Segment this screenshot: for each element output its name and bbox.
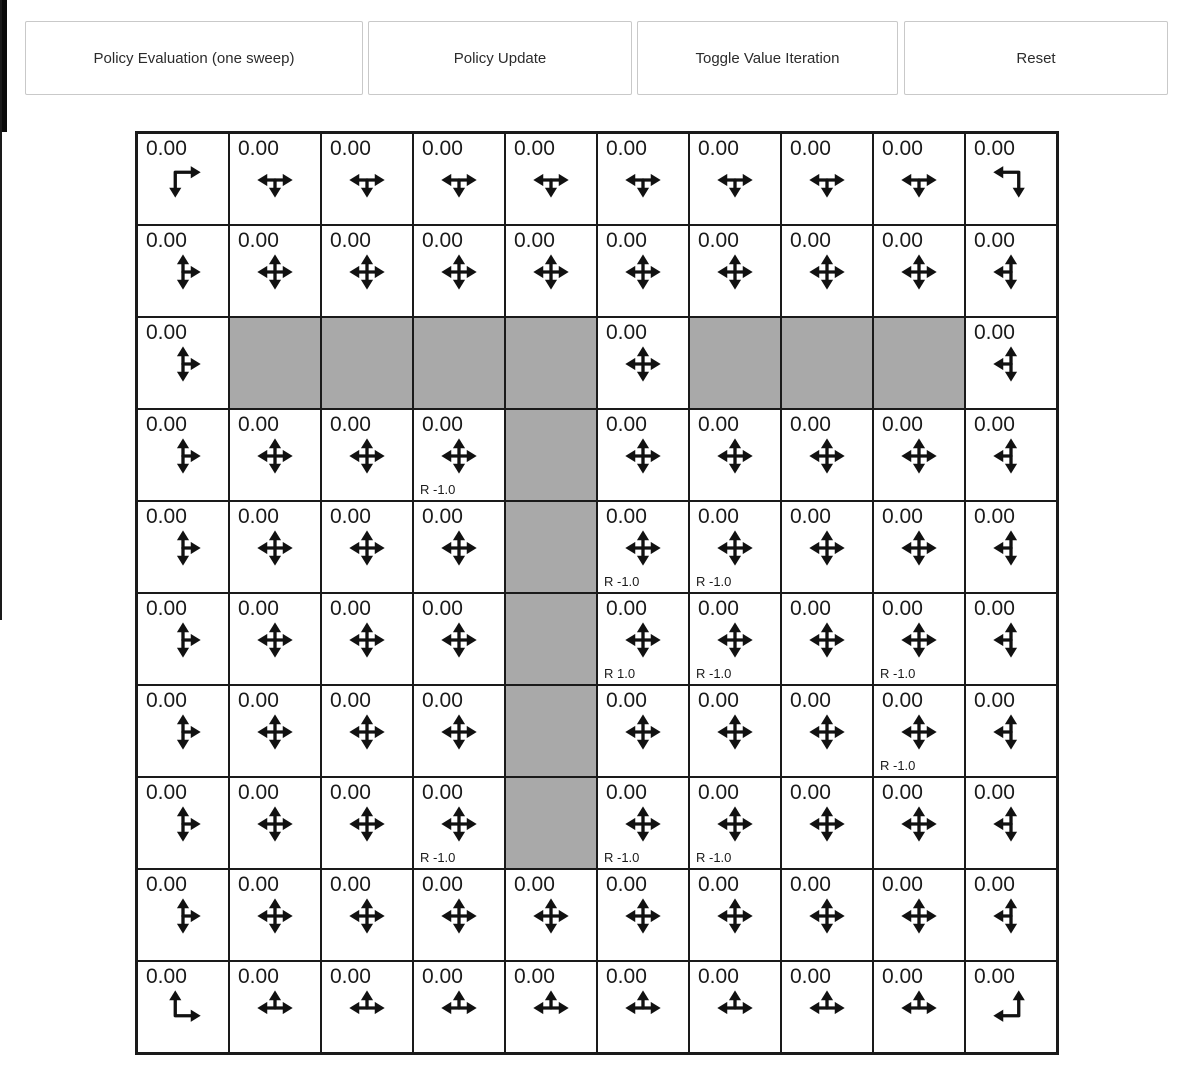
wall-cell bbox=[505, 409, 597, 501]
wall-cell bbox=[505, 501, 597, 593]
cell-value: 0.00 bbox=[330, 965, 371, 988]
cell-value: 0.00 bbox=[790, 413, 831, 436]
cell-reward: R -1.0 bbox=[880, 758, 916, 773]
grid-cell-r4c6[interactable] bbox=[689, 501, 781, 593]
cell-reward: R -1.0 bbox=[420, 850, 456, 865]
cell-value: 0.00 bbox=[974, 689, 1015, 712]
grid-cell-r9c6[interactable] bbox=[689, 961, 781, 1053]
grid-cell-r3c6[interactable] bbox=[689, 409, 781, 501]
cell-value: 0.00 bbox=[606, 689, 647, 712]
cell-value: 0.00 bbox=[790, 689, 831, 712]
policy-arrows-icon bbox=[714, 159, 756, 201]
policy-arrows-icon bbox=[162, 803, 204, 845]
policy-arrows-icon bbox=[714, 527, 756, 569]
wall-cell bbox=[873, 317, 965, 409]
policy-evaluation-button[interactable]: Policy Evaluation (one sweep) bbox=[25, 21, 363, 95]
policy-arrows-icon bbox=[990, 987, 1032, 1029]
grid-cell-r6c6[interactable] bbox=[689, 685, 781, 777]
cell-value: 0.00 bbox=[790, 137, 831, 160]
grid-cell-r4c0[interactable] bbox=[137, 501, 229, 593]
policy-arrows-icon bbox=[438, 895, 480, 937]
policy-arrows-icon bbox=[806, 251, 848, 293]
grid-cell-r0c4[interactable] bbox=[505, 133, 597, 225]
grid-cell-r0c5[interactable] bbox=[597, 133, 689, 225]
wall-cell bbox=[505, 317, 597, 409]
cell-reward: R -1.0 bbox=[696, 666, 732, 681]
grid-cell-r4c9[interactable] bbox=[965, 501, 1057, 593]
grid-cell-r0c7[interactable] bbox=[781, 133, 873, 225]
grid-cell-r7c5[interactable] bbox=[597, 777, 689, 869]
cell-value: 0.00 bbox=[606, 505, 647, 528]
grid-cell-r5c2[interactable] bbox=[321, 593, 413, 685]
cell-value: 0.00 bbox=[698, 505, 739, 528]
cell-value: 0.00 bbox=[974, 781, 1015, 804]
grid-cell-r9c7[interactable] bbox=[781, 961, 873, 1053]
policy-arrows-icon bbox=[254, 435, 296, 477]
policy-arrows-icon bbox=[254, 895, 296, 937]
cell-value: 0.00 bbox=[974, 413, 1015, 436]
policy-arrows-icon bbox=[990, 619, 1032, 661]
policy-arrows-icon bbox=[898, 527, 940, 569]
policy-arrows-icon bbox=[530, 895, 572, 937]
cell-value: 0.00 bbox=[146, 781, 187, 804]
grid-cell-r1c7[interactable] bbox=[781, 225, 873, 317]
grid-cell-r1c9[interactable] bbox=[965, 225, 1057, 317]
grid-cell-r8c2[interactable] bbox=[321, 869, 413, 961]
policy-arrows-icon bbox=[898, 435, 940, 477]
cell-value: 0.00 bbox=[790, 229, 831, 252]
policy-arrows-icon bbox=[622, 343, 664, 385]
cell-value: 0.00 bbox=[514, 965, 555, 988]
cell-value: 0.00 bbox=[330, 873, 371, 896]
grid-cell-r8c8[interactable] bbox=[873, 869, 965, 961]
policy-arrows-icon bbox=[438, 435, 480, 477]
grid-cell-r8c3[interactable] bbox=[413, 869, 505, 961]
policy-arrows-icon bbox=[990, 343, 1032, 385]
grid-cell-r8c1[interactable] bbox=[229, 869, 321, 961]
cell-value: 0.00 bbox=[422, 873, 463, 896]
grid-cell-r0c0[interactable] bbox=[137, 133, 229, 225]
grid-cell-r3c0[interactable] bbox=[137, 409, 229, 501]
grid-cell-r1c4[interactable] bbox=[505, 225, 597, 317]
cell-value: 0.00 bbox=[146, 505, 187, 528]
wall-cell bbox=[505, 593, 597, 685]
policy-arrows-icon bbox=[254, 527, 296, 569]
policy-arrows-icon bbox=[806, 159, 848, 201]
policy-arrows-icon bbox=[990, 251, 1032, 293]
grid-cell-r6c8[interactable] bbox=[873, 685, 965, 777]
cell-value: 0.00 bbox=[974, 137, 1015, 160]
cell-reward: R -1.0 bbox=[420, 482, 456, 497]
grid-cell-r4c3[interactable] bbox=[413, 501, 505, 593]
cell-value: 0.00 bbox=[330, 505, 371, 528]
grid-cell-r5c5[interactable] bbox=[597, 593, 689, 685]
grid-cell-r1c3[interactable] bbox=[413, 225, 505, 317]
cell-value: 0.00 bbox=[882, 597, 923, 620]
cell-value: 0.00 bbox=[882, 873, 923, 896]
grid-cell-r0c1[interactable] bbox=[229, 133, 321, 225]
grid-cell-r5c9[interactable] bbox=[965, 593, 1057, 685]
wall-cell bbox=[413, 317, 505, 409]
policy-arrows-icon bbox=[346, 159, 388, 201]
grid-cell-r6c2[interactable] bbox=[321, 685, 413, 777]
cell-value: 0.00 bbox=[882, 689, 923, 712]
cell-value: 0.00 bbox=[238, 413, 279, 436]
cell-value: 0.00 bbox=[698, 597, 739, 620]
cell-value: 0.00 bbox=[422, 781, 463, 804]
cell-value: 0.00 bbox=[146, 689, 187, 712]
cell-value: 0.00 bbox=[790, 505, 831, 528]
grid-cell-r0c2[interactable] bbox=[321, 133, 413, 225]
policy-arrows-icon bbox=[346, 711, 388, 753]
grid-cell-r6c3[interactable] bbox=[413, 685, 505, 777]
cell-reward: R -1.0 bbox=[696, 850, 732, 865]
cell-value: 0.00 bbox=[698, 781, 739, 804]
policy-arrows-icon bbox=[714, 619, 756, 661]
grid-cell-r5c1[interactable] bbox=[229, 593, 321, 685]
policy-arrows-icon bbox=[714, 895, 756, 937]
grid-cell-r8c6[interactable] bbox=[689, 869, 781, 961]
policy-arrows-icon bbox=[162, 527, 204, 569]
cell-value: 0.00 bbox=[422, 965, 463, 988]
policy-arrows-icon bbox=[806, 987, 848, 1029]
policy-arrows-icon bbox=[438, 251, 480, 293]
cell-value: 0.00 bbox=[606, 597, 647, 620]
toolbar bbox=[25, 21, 1168, 95]
policy-arrows-icon bbox=[346, 619, 388, 661]
policy-arrows-icon bbox=[622, 527, 664, 569]
cell-value: 0.00 bbox=[974, 229, 1015, 252]
cell-value: 0.00 bbox=[238, 597, 279, 620]
cell-value: 0.00 bbox=[422, 413, 463, 436]
cell-value: 0.00 bbox=[882, 965, 923, 988]
cell-value: 0.00 bbox=[698, 137, 739, 160]
policy-arrows-icon bbox=[898, 987, 940, 1029]
policy-arrows-icon bbox=[622, 987, 664, 1029]
policy-arrows-icon bbox=[714, 803, 756, 845]
policy-arrows-icon bbox=[254, 251, 296, 293]
grid-cell-r1c6[interactable] bbox=[689, 225, 781, 317]
cell-value: 0.00 bbox=[974, 597, 1015, 620]
policy-arrows-icon bbox=[438, 619, 480, 661]
cell-value: 0.00 bbox=[422, 505, 463, 528]
grid-cell-r7c9[interactable] bbox=[965, 777, 1057, 869]
cell-value: 0.00 bbox=[698, 873, 739, 896]
grid-cell-r8c0[interactable] bbox=[137, 869, 229, 961]
cell-value: 0.00 bbox=[238, 965, 279, 988]
cell-value: 0.00 bbox=[146, 137, 187, 160]
policy-arrows-icon bbox=[254, 987, 296, 1029]
cell-value: 0.00 bbox=[330, 781, 371, 804]
grid-cell-r6c5[interactable] bbox=[597, 685, 689, 777]
policy-arrows-icon bbox=[990, 803, 1032, 845]
grid-cell-r6c7[interactable] bbox=[781, 685, 873, 777]
cell-value: 0.00 bbox=[606, 229, 647, 252]
grid-cell-r8c7[interactable] bbox=[781, 869, 873, 961]
policy-arrows-icon bbox=[622, 435, 664, 477]
policy-arrows-icon bbox=[990, 159, 1032, 201]
grid-cell-r7c0[interactable] bbox=[137, 777, 229, 869]
grid-cell-r1c1[interactable] bbox=[229, 225, 321, 317]
policy-arrows-icon bbox=[346, 803, 388, 845]
policy-arrows-icon bbox=[162, 343, 204, 385]
grid-cell-r8c5[interactable] bbox=[597, 869, 689, 961]
cell-value: 0.00 bbox=[330, 597, 371, 620]
cell-value: 0.00 bbox=[422, 689, 463, 712]
cell-reward: R -1.0 bbox=[696, 574, 732, 589]
policy-arrows-icon bbox=[254, 711, 296, 753]
cell-value: 0.00 bbox=[606, 137, 647, 160]
policy-update-button[interactable]: Policy Update bbox=[368, 21, 632, 95]
policy-arrows-icon bbox=[898, 711, 940, 753]
cell-value: 0.00 bbox=[422, 229, 463, 252]
gridworld bbox=[135, 131, 1059, 1055]
wall-cell bbox=[781, 317, 873, 409]
policy-arrows-icon bbox=[806, 711, 848, 753]
cell-value: 0.00 bbox=[514, 873, 555, 896]
cell-value: 0.00 bbox=[330, 137, 371, 160]
cell-value: 0.00 bbox=[146, 873, 187, 896]
grid-cell-r5c0[interactable] bbox=[137, 593, 229, 685]
screen-edge-artifact bbox=[0, 0, 2, 620]
cell-value: 0.00 bbox=[882, 505, 923, 528]
grid-cell-r5c8[interactable] bbox=[873, 593, 965, 685]
cell-value: 0.00 bbox=[330, 413, 371, 436]
policy-arrows-icon bbox=[346, 895, 388, 937]
policy-arrows-icon bbox=[162, 987, 204, 1029]
grid-cell-r1c0[interactable] bbox=[137, 225, 229, 317]
grid-cell-r5c7[interactable] bbox=[781, 593, 873, 685]
policy-arrows-icon bbox=[346, 987, 388, 1029]
grid-cell-r4c7[interactable] bbox=[781, 501, 873, 593]
cell-value: 0.00 bbox=[422, 137, 463, 160]
grid-cell-r8c4[interactable] bbox=[505, 869, 597, 961]
cell-value: 0.00 bbox=[238, 137, 279, 160]
policy-arrows-icon bbox=[622, 619, 664, 661]
grid-cell-r2c9[interactable] bbox=[965, 317, 1057, 409]
cell-value: 0.00 bbox=[698, 965, 739, 988]
policy-arrows-icon bbox=[530, 987, 572, 1029]
cell-value: 0.00 bbox=[514, 137, 555, 160]
cell-value: 0.00 bbox=[330, 689, 371, 712]
policy-arrows-icon bbox=[438, 527, 480, 569]
cell-value: 0.00 bbox=[146, 321, 187, 344]
wall-cell bbox=[229, 317, 321, 409]
grid-cell-r9c2[interactable] bbox=[321, 961, 413, 1053]
policy-arrows-icon bbox=[254, 619, 296, 661]
policy-arrows-icon bbox=[254, 159, 296, 201]
policy-arrows-icon bbox=[346, 251, 388, 293]
policy-arrows-icon bbox=[530, 159, 572, 201]
cell-value: 0.00 bbox=[606, 965, 647, 988]
policy-arrows-icon bbox=[898, 803, 940, 845]
cell-value: 0.00 bbox=[882, 137, 923, 160]
grid-cell-r4c8[interactable] bbox=[873, 501, 965, 593]
grid-cell-r6c9[interactable] bbox=[965, 685, 1057, 777]
policy-arrows-icon bbox=[622, 251, 664, 293]
grid-cell-r2c0[interactable] bbox=[137, 317, 229, 409]
cell-value: 0.00 bbox=[790, 965, 831, 988]
grid-cell-r5c6[interactable] bbox=[689, 593, 781, 685]
cell-value: 0.00 bbox=[974, 873, 1015, 896]
policy-arrows-icon bbox=[254, 803, 296, 845]
cell-value: 0.00 bbox=[422, 597, 463, 620]
cell-value: 0.00 bbox=[790, 781, 831, 804]
grid-cell-r9c0[interactable] bbox=[137, 961, 229, 1053]
policy-arrows-icon bbox=[714, 987, 756, 1029]
cell-value: 0.00 bbox=[974, 505, 1015, 528]
grid-cell-r0c3[interactable] bbox=[413, 133, 505, 225]
grid-cell-r0c9[interactable] bbox=[965, 133, 1057, 225]
grid-cell-r7c7[interactable] bbox=[781, 777, 873, 869]
grid-cell-r7c2[interactable] bbox=[321, 777, 413, 869]
grid-cell-r3c2[interactable] bbox=[321, 409, 413, 501]
grid-cell-r9c5[interactable] bbox=[597, 961, 689, 1053]
grid-cell-r9c3[interactable] bbox=[413, 961, 505, 1053]
toggle-value-iteration-button[interactable]: Toggle Value Iteration bbox=[637, 21, 898, 95]
cell-value: 0.00 bbox=[146, 597, 187, 620]
policy-arrows-icon bbox=[622, 895, 664, 937]
grid-cell-r7c3[interactable] bbox=[413, 777, 505, 869]
cell-value: 0.00 bbox=[974, 321, 1015, 344]
policy-arrows-icon bbox=[622, 711, 664, 753]
policy-arrows-icon bbox=[990, 895, 1032, 937]
policy-arrows-icon bbox=[530, 251, 572, 293]
cell-value: 0.00 bbox=[882, 229, 923, 252]
policy-arrows-icon bbox=[806, 803, 848, 845]
grid-cell-r3c3[interactable] bbox=[413, 409, 505, 501]
policy-arrows-icon bbox=[438, 159, 480, 201]
grid-cell-r0c8[interactable] bbox=[873, 133, 965, 225]
grid-cell-r1c2[interactable] bbox=[321, 225, 413, 317]
policy-arrows-icon bbox=[714, 711, 756, 753]
policy-arrows-icon bbox=[806, 895, 848, 937]
policy-arrows-icon bbox=[162, 435, 204, 477]
grid-cell-r1c5[interactable] bbox=[597, 225, 689, 317]
cell-value: 0.00 bbox=[606, 321, 647, 344]
policy-arrows-icon bbox=[806, 435, 848, 477]
reset-button[interactable]: Reset bbox=[904, 21, 1168, 95]
wall-cell bbox=[689, 317, 781, 409]
grid-cell-r3c5[interactable] bbox=[597, 409, 689, 501]
cell-value: 0.00 bbox=[698, 413, 739, 436]
grid-cell-r0c6[interactable] bbox=[689, 133, 781, 225]
policy-arrows-icon bbox=[622, 159, 664, 201]
cell-value: 0.00 bbox=[146, 413, 187, 436]
wall-cell bbox=[505, 777, 597, 869]
cell-value: 0.00 bbox=[514, 229, 555, 252]
policy-arrows-icon bbox=[898, 251, 940, 293]
grid-cell-r7c8[interactable] bbox=[873, 777, 965, 869]
grid-cell-r9c8[interactable] bbox=[873, 961, 965, 1053]
grid-cell-r9c1[interactable] bbox=[229, 961, 321, 1053]
cell-value: 0.00 bbox=[238, 689, 279, 712]
grid-cell-r9c9[interactable] bbox=[965, 961, 1057, 1053]
cell-value: 0.00 bbox=[146, 965, 187, 988]
cell-reward: R -1.0 bbox=[604, 574, 640, 589]
grid-cell-r5c3[interactable] bbox=[413, 593, 505, 685]
cell-value: 0.00 bbox=[882, 781, 923, 804]
cell-value: 0.00 bbox=[790, 597, 831, 620]
grid-cell-r4c2[interactable] bbox=[321, 501, 413, 593]
grid-cell-r7c1[interactable] bbox=[229, 777, 321, 869]
policy-arrows-icon bbox=[162, 619, 204, 661]
cell-value: 0.00 bbox=[238, 781, 279, 804]
policy-arrows-icon bbox=[438, 987, 480, 1029]
policy-arrows-icon bbox=[162, 251, 204, 293]
policy-arrows-icon bbox=[346, 527, 388, 569]
policy-arrows-icon bbox=[438, 711, 480, 753]
policy-arrows-icon bbox=[898, 159, 940, 201]
cell-value: 0.00 bbox=[238, 505, 279, 528]
policy-arrows-icon bbox=[898, 619, 940, 661]
cell-value: 0.00 bbox=[606, 413, 647, 436]
cell-value: 0.00 bbox=[698, 229, 739, 252]
cell-value: 0.00 bbox=[790, 873, 831, 896]
policy-arrows-icon bbox=[438, 803, 480, 845]
grid-cell-r6c1[interactable] bbox=[229, 685, 321, 777]
grid-cell-r3c9[interactable] bbox=[965, 409, 1057, 501]
cell-value: 0.00 bbox=[606, 781, 647, 804]
policy-arrows-icon bbox=[346, 435, 388, 477]
cell-value: 0.00 bbox=[238, 229, 279, 252]
policy-arrows-icon bbox=[162, 895, 204, 937]
cell-value: 0.00 bbox=[238, 873, 279, 896]
wall-cell bbox=[321, 317, 413, 409]
cell-value: 0.00 bbox=[974, 965, 1015, 988]
policy-arrows-icon bbox=[990, 435, 1032, 477]
grid-cell-r8c9[interactable] bbox=[965, 869, 1057, 961]
cell-value: 0.00 bbox=[698, 689, 739, 712]
grid-cell-r1c8[interactable] bbox=[873, 225, 965, 317]
cell-value: 0.00 bbox=[882, 413, 923, 436]
policy-arrows-icon bbox=[990, 527, 1032, 569]
wall-cell bbox=[505, 685, 597, 777]
policy-arrows-icon bbox=[898, 895, 940, 937]
grid-cell-r9c4[interactable] bbox=[505, 961, 597, 1053]
grid-cell-r4c1[interactable] bbox=[229, 501, 321, 593]
policy-arrows-icon bbox=[990, 711, 1032, 753]
policy-arrows-icon bbox=[714, 251, 756, 293]
cell-value: 0.00 bbox=[606, 873, 647, 896]
cell-value: 0.00 bbox=[146, 229, 187, 252]
policy-arrows-icon bbox=[806, 527, 848, 569]
policy-arrows-icon bbox=[714, 435, 756, 477]
grid-cell-r2c5[interactable] bbox=[597, 317, 689, 409]
cell-value: 0.00 bbox=[330, 229, 371, 252]
grid-cell-r3c8[interactable] bbox=[873, 409, 965, 501]
policy-arrows-icon bbox=[162, 159, 204, 201]
policy-arrows-icon bbox=[162, 711, 204, 753]
cell-reward: R -1.0 bbox=[880, 666, 916, 681]
grid-cell-r6c0[interactable] bbox=[137, 685, 229, 777]
grid-cell-r3c1[interactable] bbox=[229, 409, 321, 501]
policy-arrows-icon bbox=[806, 619, 848, 661]
grid-cell-r7c6[interactable] bbox=[689, 777, 781, 869]
grid-cell-r4c5[interactable] bbox=[597, 501, 689, 593]
grid-cell-r3c7[interactable] bbox=[781, 409, 873, 501]
cell-reward: R 1.0 bbox=[604, 666, 636, 681]
cell-reward: R -1.0 bbox=[604, 850, 640, 865]
policy-arrows-icon bbox=[622, 803, 664, 845]
